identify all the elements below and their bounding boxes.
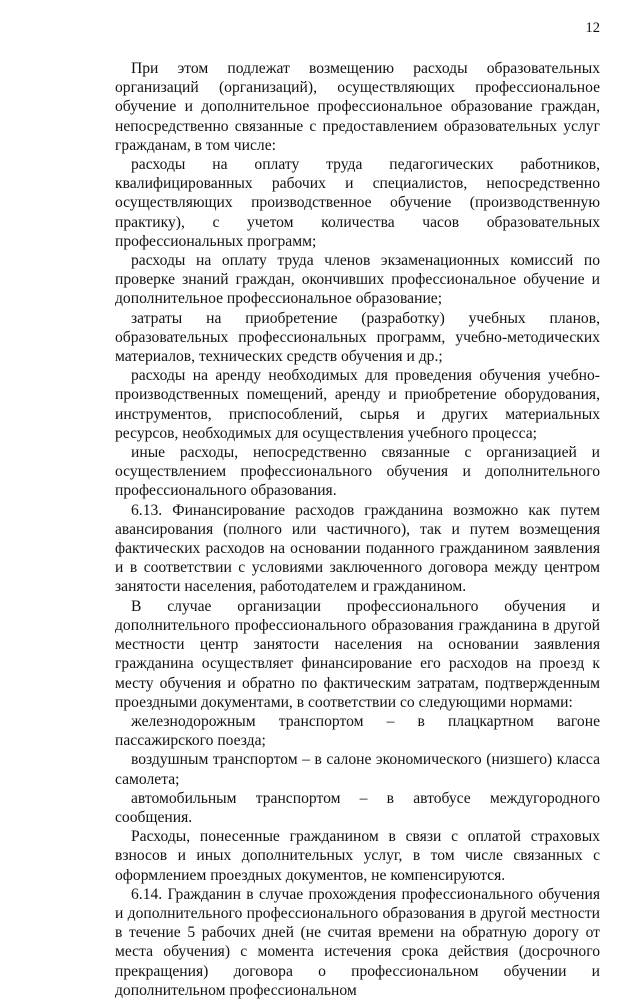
paragraph: Расходы, понесенные гражданином в связи с оплатой страховых взносов и иных дополнительных услуг, в том числе связанных с оформлением проездных документов, не компенсируются. (115, 828, 600, 884)
paragraph: иные расходы, непосредственно связанные с организацией и осуществлением профессионального обучения и дополнительного профессионального образования. (115, 444, 600, 500)
paragraph: расходы на оплату труда членов экзаменационных комиссий по проверке знаний граждан, окончивших профессиональное обучение и дополнительное профессиональное образование; (115, 252, 600, 308)
paragraph: железнодорожным транспортом – в плацкартном вагоне пассажирского поезда; (115, 712, 600, 750)
paragraph: 6.14. Гражданин в случае прохождения профессионального обучения и дополнительного профессионального образования в другой местности в течение 5 рабочих дней (не считая времени на обратную дорогу от места обучения) с момента истечения срока действия (досрочного прекращения) договора о профессиональном обучении и дополнительном профессиональном (115, 885, 600, 999)
paragraph: автомобильным транспортом – в автобусе междугородного сообщения. (115, 789, 600, 826)
body-text (115, 59, 600, 1000)
page-number: 12 (585, 20, 600, 36)
paragraph: затраты на приобретение (разработку) учебных планов, образовательных профессиональных программ, учебно-методических материалов, технических средств обучения и др.; (115, 309, 600, 366)
paragraph: При этом подлежат возмещению расходы образовательных организаций (организаций), осуществляющих профессиональное обучение и дополнительное профессиональное образование граждан, непосредственно связанные с предоставлением образовательных услуг гражданам, в том числе: (115, 60, 600, 154)
paragraph: расходы на оплату труда педагогических работников, квалифицированных рабочих и специалистов, непосредственно осуществляющих производственное обучение (производственную практику), с учетом количества часов образовательных профессиональных программ; (115, 156, 600, 250)
paragraph: 6.13. Финансирование расходов гражданина возможно как путем авансирования (полного или частичного), так и путем возмещения фактических расходов на основании поданного гражданином заявления и в соответствии с условиями заключенного договора между центром занятости населения, работодателем и гражданином. (115, 501, 600, 596)
paragraph: воздушным транспортом – в салоне экономического (низшего) класса самолета; (115, 751, 600, 788)
paragraph: В случае организации профессионального обучения и дополнительного профессионального образования гражданина в другой местности центр занятости населения на основании заявления гражданина осуществляет финансирование его расходов на проезд к месту обучения и обратно по фактическим затратам, подтвержденным проездными документами, в соответствии со следующими нормами: (115, 597, 600, 711)
paragraph: расходы на аренду необходимых для проведения обучения учебно-производственных помещений, аренду и приобретение оборудования, инструментов, приспособлений, сырья и других материальных ресурсов, необходимых для осуществления учебного процесса; (115, 367, 600, 442)
